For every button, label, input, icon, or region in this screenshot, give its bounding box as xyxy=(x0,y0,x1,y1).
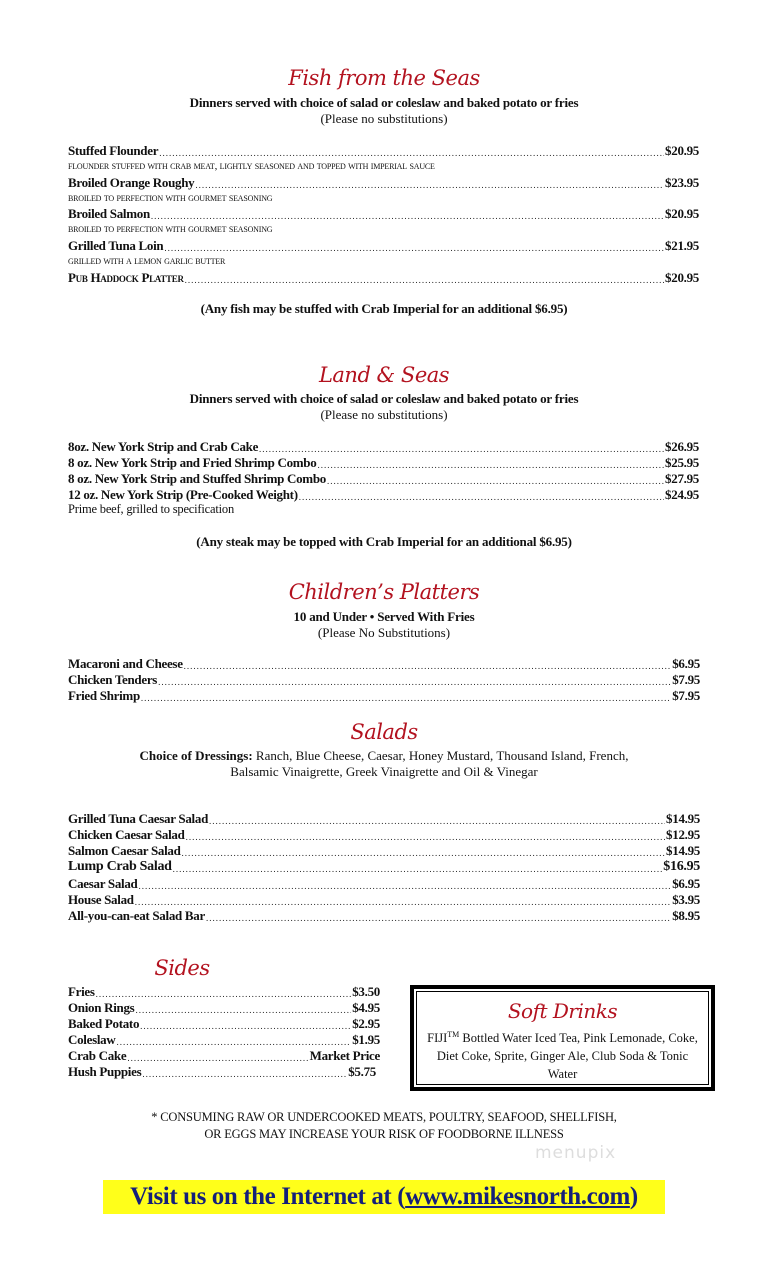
leader-dots xyxy=(158,676,671,688)
leader-dots xyxy=(159,147,664,159)
item-price: $4.95 xyxy=(352,1000,380,1015)
leader-dots xyxy=(186,831,665,843)
soft-drinks-inner-frame xyxy=(416,991,709,1085)
item-price: $27.95 xyxy=(665,471,699,486)
menu-item xyxy=(68,1032,380,1048)
sides-section-title: Sides xyxy=(154,956,210,980)
menu-item xyxy=(68,1000,380,1016)
item-name: Crab Cake xyxy=(68,1048,127,1063)
banner-prefix: Visit us on the Internet at ( xyxy=(130,1183,406,1210)
leader-dots xyxy=(299,491,664,503)
website-banner xyxy=(103,1180,665,1214)
land-subnote: (Please no substitutions) xyxy=(320,407,448,422)
soft-drinks-title: Soft Drinks xyxy=(507,999,618,1023)
item-price: $25.95 xyxy=(665,455,699,470)
salads-dressings-line1 xyxy=(0,748,768,764)
item-name: 8 oz. New York Strip and Stuffed Shrimp Combo xyxy=(68,471,326,486)
item-price: $1.95 xyxy=(352,1032,380,1047)
leader-dots xyxy=(142,1068,347,1080)
menu-item xyxy=(68,811,700,827)
leader-dots xyxy=(173,863,663,875)
item-price: $7.95 xyxy=(672,688,700,703)
fish-subtitle: Dinners served with choice of salad or coleslaw and baked potato or fries xyxy=(189,95,579,110)
item-name: All-you-can-eat Salad Bar xyxy=(68,908,205,923)
fish-note: (Any fish may be stuffed with Crab Imperial for an additional $6.95) xyxy=(200,301,568,316)
fiji-brand: FIJI xyxy=(427,1031,448,1046)
item-price: $23.95 xyxy=(665,175,699,190)
dressings-list-1: Ranch, Blue Cheese, Caesar, Honey Mustard, Thousand Island, French, xyxy=(252,748,629,763)
item-price: $12.95 xyxy=(666,827,700,842)
trademark-symbol: TM xyxy=(447,1030,460,1039)
menu-item xyxy=(68,984,380,1000)
item-name: Salmon Caesar Salad xyxy=(68,843,181,858)
item-price: $6.95 xyxy=(672,656,700,671)
menu-item xyxy=(68,487,699,503)
land-subtitle: Dinners served with choice of salad or coleslaw and baked potato or fries xyxy=(189,391,579,406)
menu-item xyxy=(68,270,699,286)
item-price: $21.95 xyxy=(665,238,699,253)
menu-item xyxy=(68,908,700,924)
land-note: (Any steak may be topped with Crab Imperial for an additional $6.95) xyxy=(196,534,572,549)
menu-item xyxy=(68,843,700,859)
item-price: $2.95 xyxy=(352,1016,380,1031)
children-section-title: Children’s Platters xyxy=(288,580,480,604)
item-description: flounder stuffed with crab meat, lightly seasoned and topped with imperial sauce xyxy=(68,160,435,172)
menu-item xyxy=(68,656,700,672)
dressings-label: Choice of Dressings: xyxy=(139,748,253,763)
menu-item xyxy=(68,892,700,908)
item-price: $14.95 xyxy=(666,843,700,858)
website-link[interactable]: www.mikesnorth.com xyxy=(405,1183,630,1210)
item-price: $3.50 xyxy=(352,984,380,999)
item-name: 8oz. New York Strip and Crab Cake xyxy=(68,439,259,454)
leader-dots xyxy=(209,815,665,827)
item-price: $20.95 xyxy=(665,143,699,158)
leader-dots xyxy=(164,242,664,254)
item-description: Prime beef, grilled to specification xyxy=(68,502,235,516)
banner-suffix: ) xyxy=(629,1183,638,1210)
food-warning-line2: OR EGGS MAY INCREASE YOUR RISK OF FOODBORNE ILLNESS xyxy=(204,1127,564,1141)
item-name: Baked Potato xyxy=(68,1016,140,1031)
leader-dots xyxy=(327,475,664,487)
item-price: $6.95 xyxy=(672,876,700,891)
item-price: $24.95 xyxy=(665,487,699,502)
leader-dots xyxy=(206,912,671,924)
item-price: $3.95 xyxy=(672,892,700,907)
item-price: $26.95 xyxy=(665,439,699,454)
leader-dots xyxy=(195,179,664,191)
menu-item xyxy=(68,439,699,455)
menu-item xyxy=(68,455,699,471)
land-section-title: Land & Seas xyxy=(318,363,450,387)
leader-dots xyxy=(151,210,664,222)
soft-drinks-box xyxy=(410,985,715,1091)
item-price: $8.95 xyxy=(672,908,700,923)
children-subtitle: 10 and Under • Served With Fries xyxy=(293,609,475,624)
menu-item xyxy=(68,672,700,688)
menu-item xyxy=(68,827,700,843)
leader-dots xyxy=(135,896,672,908)
item-description: grilled with a lemon garlic butter xyxy=(68,255,226,267)
salads-section-title: Salads xyxy=(350,720,418,744)
item-name: Macaroni and Cheese xyxy=(68,656,183,671)
leader-dots xyxy=(184,660,672,672)
menu-item xyxy=(68,143,699,159)
item-name: Fries xyxy=(68,984,95,999)
item-name: Grilled Tuna Loin xyxy=(68,238,164,253)
leader-dots xyxy=(182,847,666,859)
item-price: $20.95 xyxy=(665,206,699,221)
item-name: Pub Haddock Platter xyxy=(68,270,184,285)
item-name: Broiled Salmon xyxy=(68,206,150,221)
item-name: Chicken Tenders xyxy=(68,672,158,687)
menu-item xyxy=(68,688,700,704)
salads-dressings-line2: Balsamic Vinaigrette, Greek Vinaigrette and Oil & Vinegar xyxy=(230,764,538,779)
menu-item xyxy=(68,876,700,892)
item-name: Caesar Salad xyxy=(68,876,138,891)
item-name: 12 oz. New York Strip (Pre-Cooked Weight) xyxy=(68,487,298,502)
item-price: Market Price xyxy=(309,1048,380,1063)
leader-dots xyxy=(185,274,664,286)
menupix-watermark: menupix xyxy=(535,1143,617,1163)
leader-dots xyxy=(141,692,671,704)
menu-item xyxy=(68,1016,380,1032)
leader-dots xyxy=(317,459,664,471)
leader-dots xyxy=(138,880,671,892)
leader-dots xyxy=(96,988,352,1000)
item-name: House Salad xyxy=(68,892,134,907)
menu-item xyxy=(68,1064,376,1080)
item-name: Fried Shrimp xyxy=(68,688,140,703)
item-name: Stuffed Flounder xyxy=(68,143,159,158)
soft-drinks-list xyxy=(417,1026,708,1083)
item-price: $20.95 xyxy=(665,270,699,285)
item-description: broiled to perfection with gourmet seasoning xyxy=(68,192,273,204)
menu-item xyxy=(68,175,699,191)
leader-dots xyxy=(135,1004,351,1016)
children-subnote: (Please No Substitutions) xyxy=(317,625,451,640)
leader-dots xyxy=(116,1036,351,1048)
item-name: Onion Rings xyxy=(68,1000,135,1015)
menu-item xyxy=(68,859,700,875)
soft-drinks-items: Bottled Water Iced Tea, Pink Lemonade, Coke, Diet Coke, Sprite, Ginger Ale, Club Soda & Tonic Water xyxy=(436,1031,698,1082)
item-name: Broiled Orange Roughy xyxy=(68,175,195,190)
item-name: Hush Puppies xyxy=(68,1064,142,1079)
item-price: $7.95 xyxy=(672,672,700,687)
fish-section-title: Fish from the Seas xyxy=(288,66,480,90)
item-name: Grilled Tuna Caesar Salad xyxy=(68,811,208,826)
menu-item xyxy=(68,238,699,254)
item-description: broiled to perfection with gourmet seasoning xyxy=(68,223,273,235)
item-name: Lump Crab Salad xyxy=(68,859,172,874)
item-price: $16.95 xyxy=(663,859,700,874)
menu-item xyxy=(68,206,699,222)
leader-dots xyxy=(127,1052,308,1064)
item-name: Chicken Caesar Salad xyxy=(68,827,185,842)
leader-dots xyxy=(259,443,664,455)
fish-subnote: (Please no substitutions) xyxy=(320,111,448,126)
menu-item xyxy=(68,1048,380,1064)
item-name: Coleslaw xyxy=(68,1032,116,1047)
item-price: $14.95 xyxy=(666,811,700,826)
item-price: $5.75 xyxy=(348,1064,376,1079)
menu-item xyxy=(68,471,699,487)
food-warning-line1: * CONSUMING RAW OR UNDERCOOKED MEATS, POULTRY, SEAFOOD, SHELLFISH, xyxy=(151,1110,617,1124)
leader-dots xyxy=(140,1020,351,1032)
item-name: 8 oz. New York Strip and Fried Shrimp Combo xyxy=(68,455,317,470)
